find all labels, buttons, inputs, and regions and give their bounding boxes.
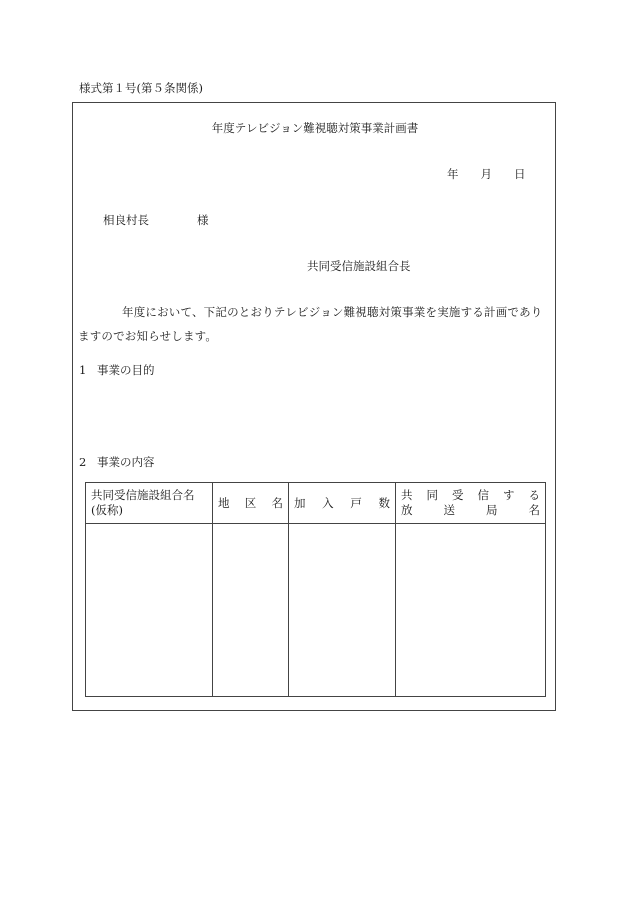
document-title: 年度テレビジョン難視聴対策事業計画書 <box>211 121 419 135</box>
table-cell-district-name[interactable] <box>213 524 289 697</box>
addressee-name: 相良村長 <box>103 213 149 227</box>
section-heading-content <box>79 454 155 470</box>
section-number: 2 <box>79 455 87 469</box>
header-char: 受 <box>452 488 464 502</box>
header-facility-name <box>86 483 213 524</box>
header-char: 送 <box>443 503 455 517</box>
header-char: 同 <box>426 488 438 502</box>
header-char: 信 <box>477 488 489 502</box>
header-char: 入 <box>322 495 334 510</box>
header-facility-name-line2: (仮称) <box>91 503 123 517</box>
header-household-count <box>289 483 396 524</box>
header-char: す <box>503 488 515 502</box>
table-cell-broadcast-station[interactable] <box>396 524 546 697</box>
section-title: 事業の目的 <box>97 363 155 377</box>
header-char: 名 <box>271 495 283 510</box>
header-char: 地 <box>218 495 230 510</box>
section-number: 1 <box>79 363 87 377</box>
form-number: 様式第１号(第５条関係) <box>79 81 203 95</box>
date-month-label: 月 <box>480 167 492 181</box>
date-line <box>447 166 526 182</box>
header-broadcast-station <box>396 483 546 524</box>
header-char: る <box>528 488 540 502</box>
content-table <box>85 482 546 697</box>
header-char: 局 <box>486 503 498 517</box>
section-heading-purpose <box>79 362 155 378</box>
header-facility-name-line1: 共同受信施設組合名 <box>91 488 195 502</box>
header-char: 放 <box>401 503 413 517</box>
table-cell-household-count[interactable] <box>289 524 396 697</box>
header-district-name <box>213 483 289 524</box>
table-cell-facility-name[interactable] <box>86 524 213 697</box>
date-year-label: 年 <box>447 167 459 181</box>
sender: 共同受信施設組合長 <box>307 259 411 273</box>
header-char: 加 <box>294 495 306 510</box>
header-char: 区 <box>244 495 257 510</box>
header-char: 名 <box>528 503 540 517</box>
header-char: 数 <box>378 495 390 510</box>
date-day-label: 日 <box>514 167 526 181</box>
table-row <box>86 524 546 697</box>
addressee-honorific: 様 <box>197 213 209 227</box>
addressee <box>103 212 209 228</box>
body-paragraph: 年度において、下記のとおりテレビジョン難視聴対策事業を実施する計画でありますのでお知らせします。 <box>78 305 543 343</box>
header-char: 戸 <box>350 495 362 510</box>
header-char: 共 <box>401 488 413 502</box>
section-title: 事業の内容 <box>97 455 155 469</box>
table-header-row <box>86 483 546 524</box>
